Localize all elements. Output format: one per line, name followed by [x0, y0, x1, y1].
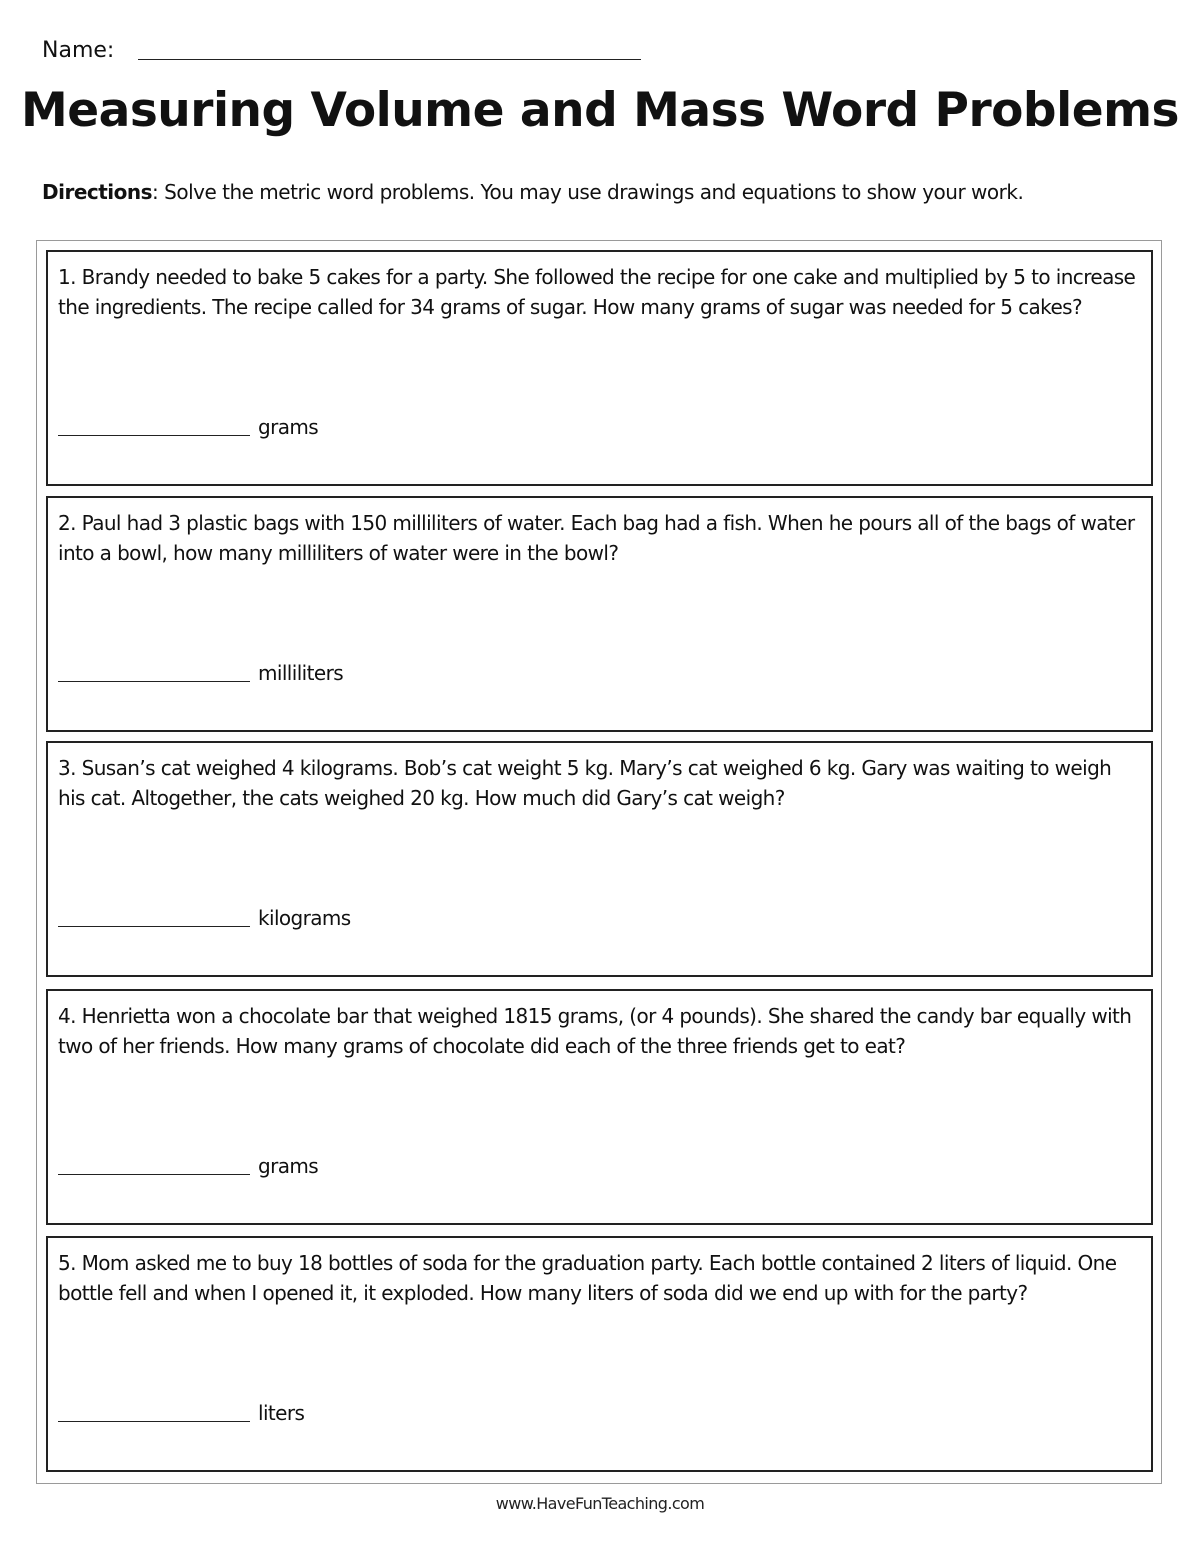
problem-3-box: [46, 741, 1153, 977]
answer-blank-2[interactable]: [58, 681, 250, 682]
directions-text: : Solve the metric word problems. You may use drawings and equations to show your work.: [152, 180, 1024, 204]
problem-1-answer: [58, 412, 658, 444]
problem-2-answer: [58, 658, 658, 690]
answer-blank-4[interactable]: [58, 1174, 250, 1175]
answer-unit-3: kilograms: [258, 906, 351, 930]
problem-3-answer: [58, 903, 658, 935]
directions-label: Directions: [42, 180, 153, 204]
name-label: Name:: [42, 38, 115, 63]
name-field[interactable]: [138, 59, 641, 60]
answer-blank-1[interactable]: [58, 435, 250, 436]
name-row: [42, 36, 642, 70]
directions: [42, 176, 1162, 208]
footer-website: www.HaveFunTeaching.com: [495, 1494, 705, 1513]
answer-unit-1: grams: [258, 415, 319, 439]
answer-unit-2: milliliters: [258, 661, 344, 685]
answer-unit-4: grams: [258, 1154, 319, 1178]
problem-2-text: 2. Paul had 3 plastic bags with 150 milliliters of water. Each bag had a fish. When he pours all of the bags of water into a bowl, how many milliliters of water were in the bowl?: [58, 511, 1135, 565]
problem-4-text: 4. Henrietta won a chocolate bar that weighed 1815 grams, (or 4 pounds). She shared the candy bar equally with two of her friends. How many grams of chocolate did each of the three friends get to eat?: [58, 1004, 1132, 1058]
problem-1-box: [46, 250, 1153, 486]
page-title: Measuring Volume and Mass Word Problems: [20, 83, 1180, 138]
answer-unit-5: liters: [258, 1401, 305, 1425]
problem-4-box: [46, 989, 1153, 1225]
problem-5-answer: [58, 1398, 658, 1430]
problem-5-text: 5. Mom asked me to buy 18 bottles of soda for the graduation party. Each bottle contained 2 liters of liquid. One bottle fell and when I opened it, it exploded. How many liters of soda did we end up with for the party?: [58, 1251, 1117, 1305]
problem-4-answer: [58, 1151, 658, 1183]
problem-1-text: 1. Brandy needed to bake 5 cakes for a party. She followed the recipe for one cake and multiplied by 5 to increase the ingredients. The recipe called for 34 grams of sugar. How many grams of sugar was needed for 5 cakes?: [58, 265, 1136, 319]
problem-5-box: [46, 1236, 1153, 1472]
answer-blank-3[interactable]: [58, 926, 250, 927]
answer-blank-5[interactable]: [58, 1421, 250, 1422]
problem-2-box: [46, 496, 1153, 732]
problem-3-text: 3. Susan’s cat weighed 4 kilograms. Bob’s cat weight 5 kg. Mary’s cat weighed 6 kg. Gary was waiting to weigh his cat. Altogether, the cats weighed 20 kg. How much did Gary’s cat weigh?: [58, 756, 1112, 810]
